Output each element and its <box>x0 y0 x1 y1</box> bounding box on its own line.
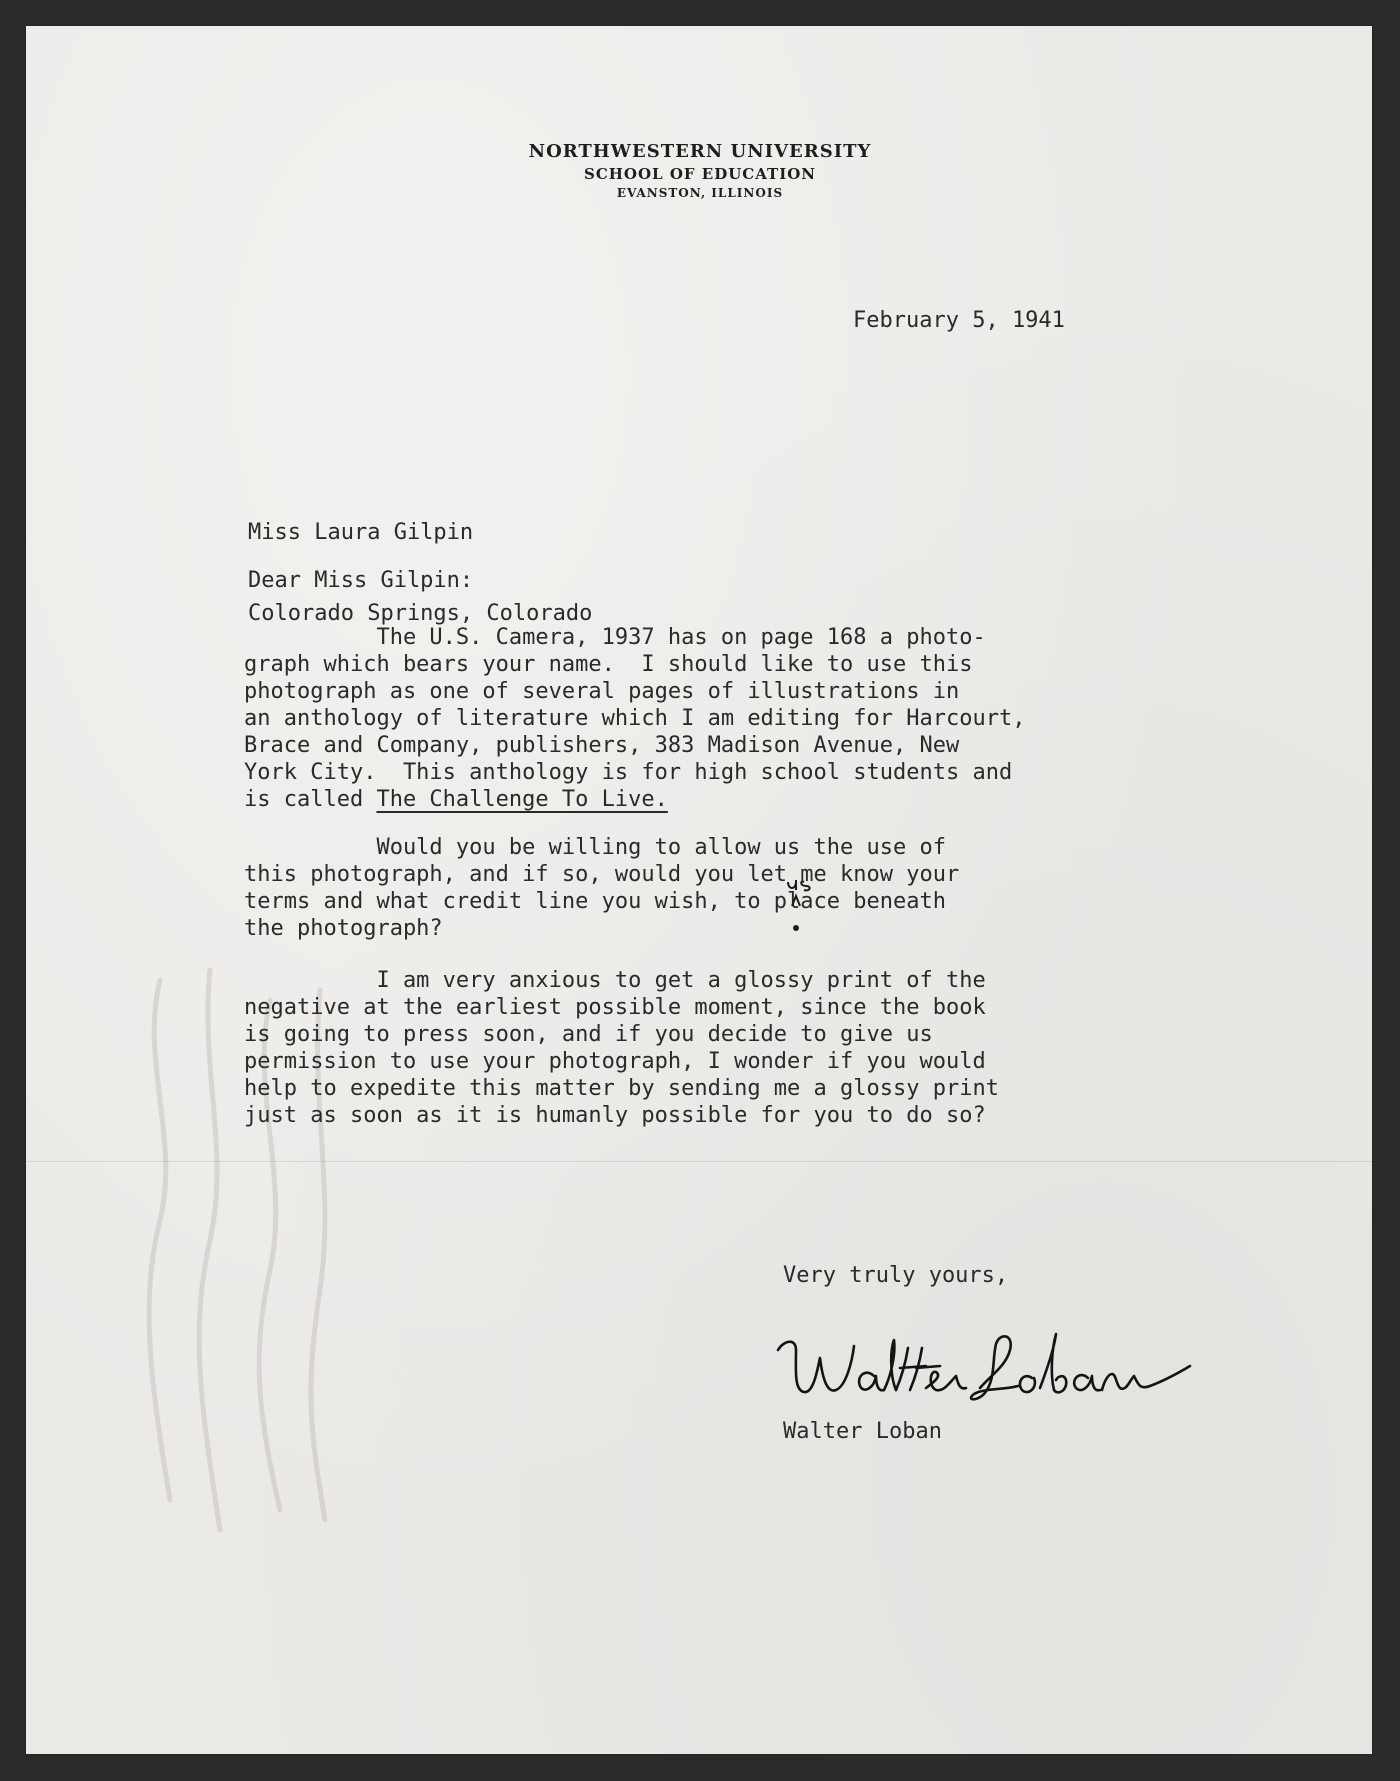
paragraph-2-line: this photograph, and if so, would you let me know your <box>244 862 960 887</box>
paragraph-1 <box>244 624 1025 813</box>
paragraph-1-last-line <box>244 786 1025 813</box>
paragraph-3-line: just as soon as it is humanly possible for you to do so? <box>244 1103 986 1128</box>
letterhead-location: EVANSTON, ILLINOIS <box>616 186 784 200</box>
handwritten-insert-mark <box>782 868 822 938</box>
paragraph-2-line: terms and what credit line you wish, to place beneath <box>244 889 946 914</box>
paragraph-1-line: York City. This anthology is for high school students and <box>244 760 1013 785</box>
recipient-name: Miss Laura Gilpin <box>248 520 474 545</box>
paragraph-1-line: Brace and Company, publishers, 383 Madison Avenue, New <box>244 733 960 758</box>
letterhead <box>0 140 1400 202</box>
paragraph-2-line: the photograph? <box>244 916 443 941</box>
recipient-address: Colorado Springs, Colorado <box>248 601 593 626</box>
paragraph-2-line: Would you be willing to allow us the use of <box>244 835 946 860</box>
handwritten-signature <box>770 1310 1230 1410</box>
book-title: The Challenge To Live. <box>376 787 668 812</box>
paragraph-1-line: an anthology of literature which I am editing for Harcourt, <box>244 706 1026 731</box>
paragraph-3-line: permission to use your photograph, I wonder if you would <box>244 1049 986 1074</box>
paragraph-1-line-prefix: is called <box>244 787 377 812</box>
paragraph-1-line: The U.S. Camera, 1937 has on page 168 a photo- <box>244 625 986 650</box>
letter-date: February 5, 1941 <box>853 308 1065 333</box>
paragraph-3 <box>244 967 999 1129</box>
letterhead-institution: NORTHWESTERN UNIVERSITY <box>528 141 872 162</box>
paragraph-2 <box>244 834 959 942</box>
paragraph-3-line: I am very anxious to get a glossy print of the <box>244 968 986 993</box>
typed-signer-name: Walter Loban <box>783 1419 942 1444</box>
paragraph-1-line: graph which bears your name. I should like to use this <box>244 652 973 677</box>
closing: Very truly yours, <box>783 1263 1009 1288</box>
paragraph-3-line: negative at the earliest possible moment, since the book <box>244 995 986 1020</box>
paragraph-3-line: help to expedite this matter by sending me a glossy print <box>244 1076 999 1101</box>
salutation: Dear Miss Gilpin: <box>248 568 474 593</box>
paragraph-1-line: photograph as one of several pages of illustrations in <box>244 679 960 704</box>
letterhead-school: SCHOOL OF EDUCATION <box>583 165 817 183</box>
paragraph-3-line: is going to press soon, and if you decide to give us <box>244 1022 933 1047</box>
